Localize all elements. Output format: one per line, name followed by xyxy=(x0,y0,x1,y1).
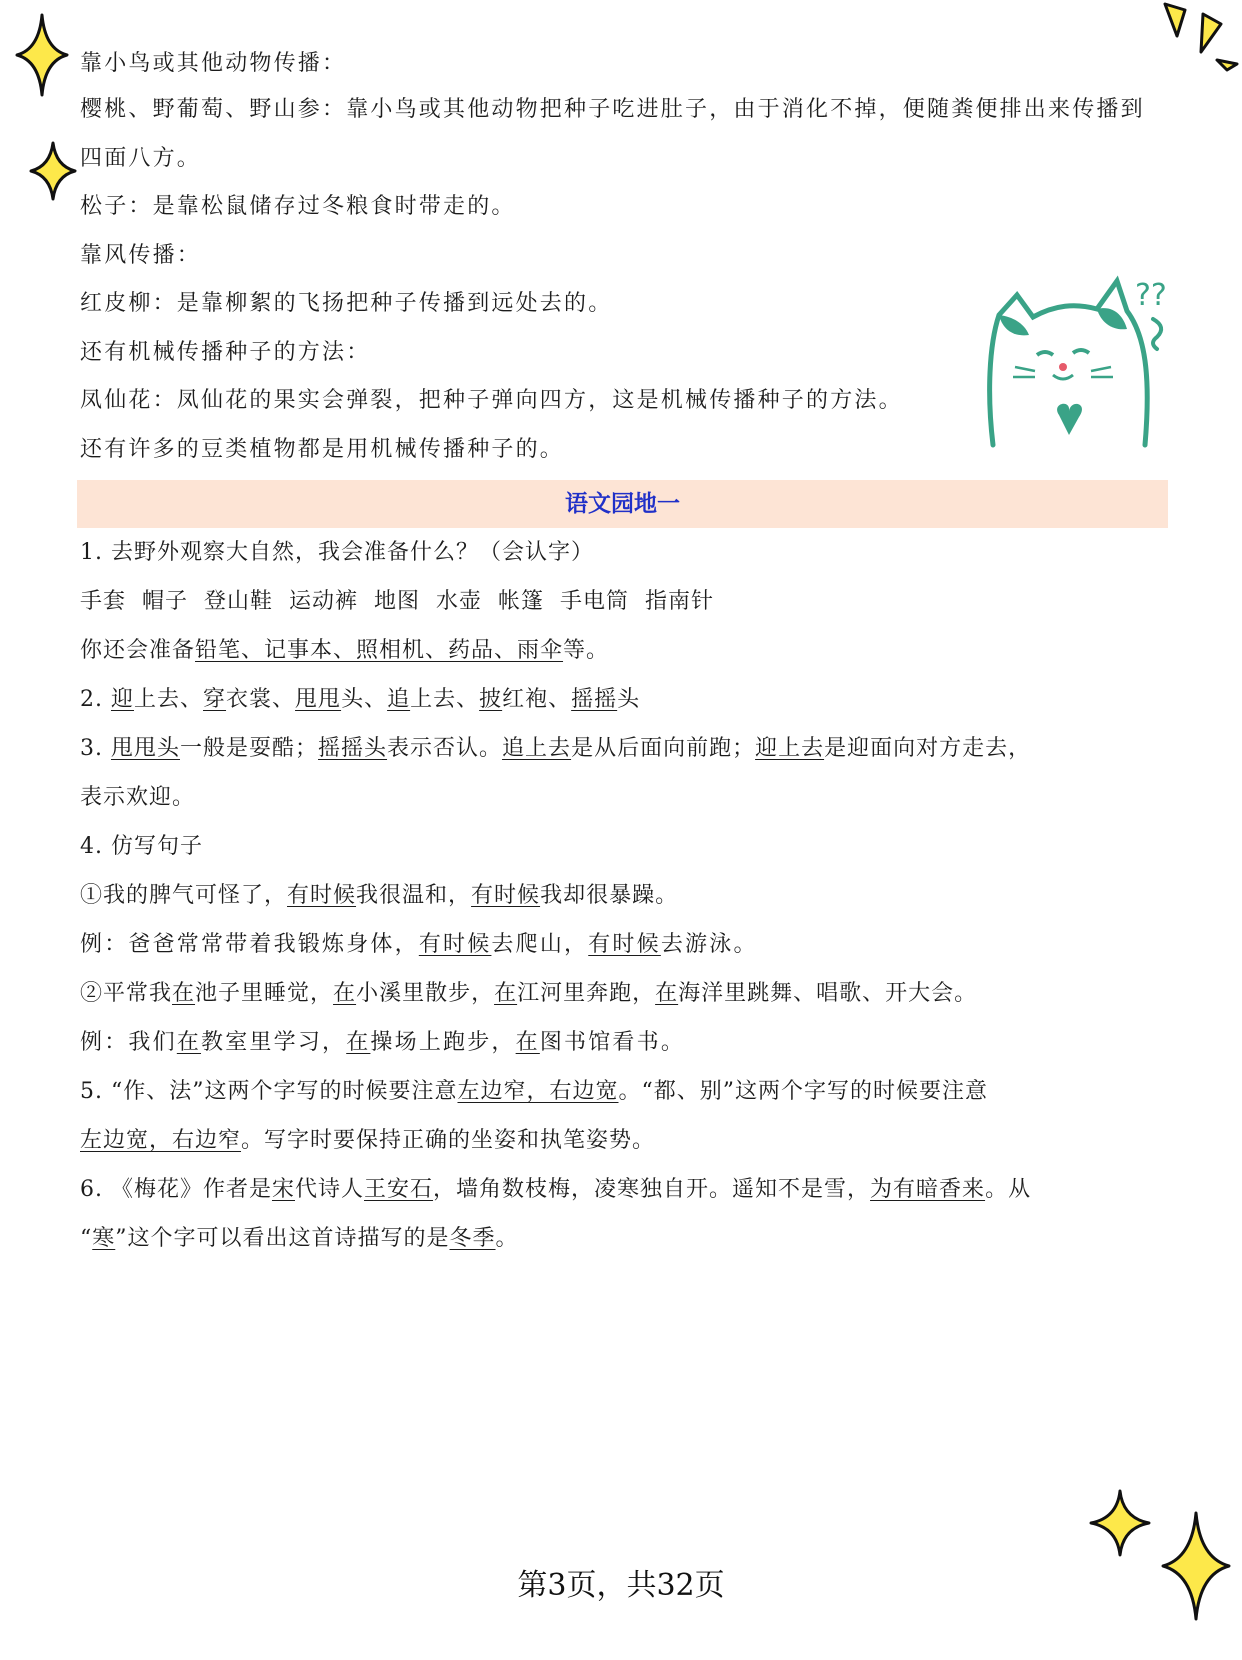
text: 是从后面向前跑； xyxy=(571,736,756,761)
text: 5. “作、法”这两个字写的时候要注意 xyxy=(80,1079,458,1104)
question-1-extra xyxy=(80,635,609,667)
text: 上去、 xyxy=(134,687,204,712)
text-line: 红皮柳：是靠柳絮的飞扬把种子传播到远处去的。 xyxy=(80,291,613,316)
answer: 在 xyxy=(494,981,518,1006)
question-4-sentence-1 xyxy=(80,880,678,912)
question-number: 3. xyxy=(80,736,111,761)
text-line: 还有机械传播种子的方法： xyxy=(80,340,371,365)
sparkle-rays-icon xyxy=(1155,0,1242,72)
text: 是迎面向对方走去， xyxy=(824,736,1032,761)
text: “ xyxy=(80,1226,93,1251)
question-4-example-1 xyxy=(80,929,758,961)
sparkle-star-icon xyxy=(28,140,78,202)
text: 衣裳、 xyxy=(226,687,296,712)
question-1-heading: 1. 去野外观察大自然，我会准备什么？（会认字） xyxy=(80,540,594,565)
question-1-items: 手套 帽子 登山鞋 运动裤 地图 水壶 帐篷 手电筒 指南针 xyxy=(80,589,714,614)
answer: 在 xyxy=(176,1030,202,1055)
question-4-example-2 xyxy=(80,1027,685,1059)
answer: 追上去 xyxy=(502,736,572,761)
text: 操场上跑步， xyxy=(370,1030,516,1055)
question-5 xyxy=(80,1076,988,1108)
question-4-heading: 4. 仿写句子 xyxy=(80,834,203,859)
section-title: 语文园地一 xyxy=(565,491,680,517)
answer: 王安石 xyxy=(364,1177,434,1202)
text: ②平常我 xyxy=(80,981,173,1006)
answer: 在 xyxy=(333,981,357,1006)
text: 我却很暴躁。 xyxy=(540,883,679,908)
answer: 摇摇头 xyxy=(318,736,388,761)
text: 红袍、 xyxy=(502,687,572,712)
answer: 甩甩头 xyxy=(110,736,180,761)
answer: 寒 xyxy=(92,1226,116,1251)
text: 代诗人 xyxy=(295,1177,365,1202)
text: 例：我们 xyxy=(80,1030,177,1055)
text-line: 松子：是靠松鼠储存过冬粮食时带走的。 xyxy=(80,194,516,219)
text: 例：爸爸常常带着我锻炼身体， xyxy=(80,932,419,957)
text-line: 凤仙花：凤仙花的果实会弹裂，把种子弹向四方，这是机械传播种子的方法。 xyxy=(80,388,903,413)
text: 。写字时要保持正确的坐姿和执笔姿势。 xyxy=(241,1128,656,1153)
answer: 铅笔、记事本、照相机、药品、雨伞 xyxy=(195,638,564,663)
text: 我很温和， xyxy=(356,883,472,908)
question-6-line2 xyxy=(80,1223,519,1255)
answer: 迎 xyxy=(110,687,134,712)
question-3 xyxy=(80,733,1031,765)
answer: 有时候 xyxy=(418,932,492,957)
question-6 xyxy=(80,1174,1031,1206)
text-line: 四面八方。 xyxy=(80,146,202,171)
text: 海洋里跳舞、唱歌、开大会。 xyxy=(678,981,978,1006)
text: 上去、 xyxy=(410,687,480,712)
text: 教室里学习， xyxy=(201,1030,347,1055)
text: 图书馆看书。 xyxy=(539,1030,686,1055)
answer: 摇摇 xyxy=(571,687,618,712)
text-line: 樱桃、野葡萄、野山参：靠小鸟或其他动物把种子吃进肚子，由于消化不掉，便随粪便排出来传播到 xyxy=(80,97,1145,122)
text: 头、 xyxy=(341,687,388,712)
answer: 在 xyxy=(655,981,679,1006)
question-number: 2. xyxy=(80,687,111,712)
text: 江河里奔跑， xyxy=(517,981,656,1006)
answer: 宋 xyxy=(271,1177,295,1202)
text: 头 xyxy=(617,687,641,712)
section-header xyxy=(77,480,1168,528)
text: 一般是耍酷； xyxy=(180,736,319,761)
cat-illustration xyxy=(985,275,1185,460)
answer: 左边宽，右边窄 xyxy=(80,1128,242,1153)
text: 6. 《梅花》作者是 xyxy=(80,1177,272,1202)
text: ，墙角数枝梅，凌寒独自开。遥知不是雪， xyxy=(433,1177,871,1202)
sparkle-star-icon xyxy=(14,12,70,98)
question-3-line2: 表示欢迎。 xyxy=(80,785,196,810)
text: 小溪里散步， xyxy=(356,981,495,1006)
text: 。从 xyxy=(985,1177,1032,1202)
text-line: 还有许多的豆类植物都是用机械传播种子的。 xyxy=(80,437,565,462)
text: 你还会准备 xyxy=(80,638,196,663)
answer: 在 xyxy=(172,981,196,1006)
text: ①我的脾气可怪了， xyxy=(80,883,288,908)
svg-text:??: ?? xyxy=(1135,278,1167,313)
answer: 在 xyxy=(346,1030,371,1055)
sparkle-star-icon xyxy=(1088,1488,1152,1558)
text: 。“都、别”这两个字写的时候要注意 xyxy=(618,1079,988,1104)
page-number: 第3页，共32页 xyxy=(517,1568,725,1603)
answer: 为有暗香来 xyxy=(870,1177,986,1202)
answer: 有时候 xyxy=(287,883,357,908)
text: 去游泳。 xyxy=(660,932,758,957)
text: 表示否认。 xyxy=(387,736,503,761)
answer: 左边窄，右边宽 xyxy=(457,1079,619,1104)
answer: 有时候 xyxy=(471,883,541,908)
answer: 追 xyxy=(387,687,411,712)
text-line: 靠风传播： xyxy=(80,243,202,268)
text: 去爬山， xyxy=(491,932,589,957)
answer: 在 xyxy=(515,1030,540,1055)
answer: 穿 xyxy=(203,687,227,712)
answer: 披 xyxy=(479,687,503,712)
answer: 冬季 xyxy=(449,1226,496,1251)
answer: 甩甩 xyxy=(295,687,342,712)
answer: 有时候 xyxy=(588,932,661,957)
question-4-sentence-2 xyxy=(80,978,977,1010)
answer: 迎上去 xyxy=(755,736,825,761)
text: ”这个字可以看出这首诗描写的是 xyxy=(115,1226,450,1251)
question-5-line2 xyxy=(80,1125,655,1157)
question-2 xyxy=(80,684,640,716)
text: 池子里睡觉， xyxy=(195,981,334,1006)
text-line: 靠小鸟或其他动物传播： xyxy=(80,51,347,76)
text: 等。 xyxy=(563,638,610,663)
text: 。 xyxy=(495,1226,519,1251)
